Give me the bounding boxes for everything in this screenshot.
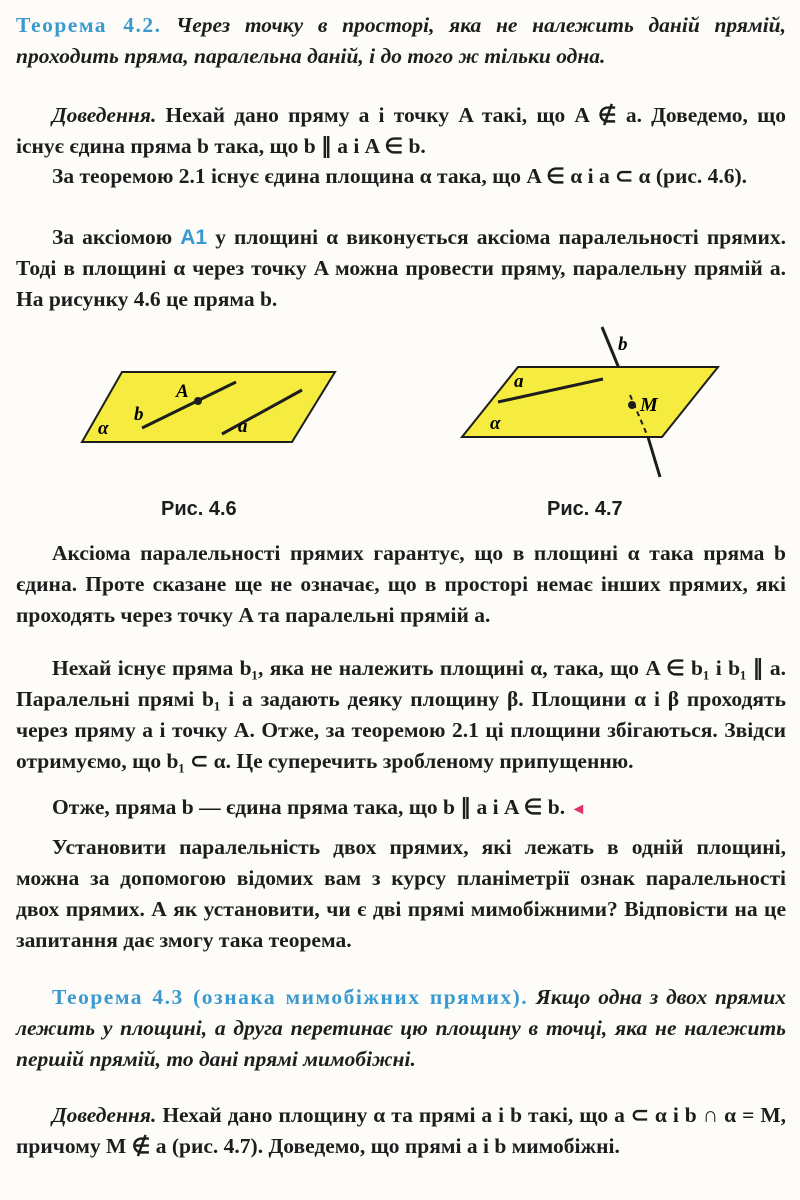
theorem-4-2 bbox=[16, 10, 786, 72]
label-a: a bbox=[514, 371, 524, 392]
theorem-statement: Через точку в просторі, яка не належить даній прямій, проходить пряма, паралельна даній, і до того ж тільки одна. bbox=[16, 13, 786, 68]
label-alpha: α bbox=[490, 413, 501, 434]
figure-4-7 bbox=[460, 325, 725, 485]
plane-alpha bbox=[82, 372, 335, 442]
proof-paragraph bbox=[16, 100, 786, 162]
figure-4-6-caption: Рис. 4.6 bbox=[161, 498, 237, 520]
axiom-text-after: у площині α виконується аксіома паралельності прямих. Тоді в площині α через точку A можна провести пряму, паралельну прямій a. На рисунку 4.6 це пряма b. bbox=[16, 225, 786, 311]
proof-lead: Доведення. bbox=[52, 103, 157, 127]
line-b-below bbox=[648, 437, 660, 477]
theorem-label: Теорема 4.3 (ознака мимобіжних прямих). bbox=[52, 985, 529, 1009]
conclusion-text: Отже, пряма b — єдина пряма така, що b ∥ a і A ∈ b. bbox=[52, 795, 566, 819]
proof-lead: Доведення. bbox=[52, 1103, 157, 1127]
proof-text: Нехай дано пряму a і точку A такі, що A ∉ a. Доведемо, що існує єдина пряма b така, що b ∥ a і A ∈ b. bbox=[16, 103, 787, 158]
axiom-paragraph bbox=[16, 222, 786, 315]
theorem-statement: Якщо одна з двох прямих лежить у площині, а друга перетинає цю площину в точці, яка не належить першій прямій, то дані прямі мимобіжні. bbox=[16, 985, 786, 1071]
theorem-4-3 bbox=[16, 982, 786, 1075]
label-b: b bbox=[618, 334, 628, 355]
proof-paragraph-2 bbox=[16, 1100, 786, 1162]
b1-paragraph: Нехай існує пряма b₁, яка не належить площині α, така, що A ∈ b₁ і b₁ ∥ a. Паралельні прямі b₁ і a задають деяку площину β. Площини α і β проходять через пряму a і точку A. Отже, за теоремою 2.1 ці площини збігаються. Звідси отримуємо, що b₁ ⊂ α. Це суперечить зробленому припущенню. bbox=[16, 656, 786, 773]
axiom-tag: A1 bbox=[180, 226, 208, 249]
skew-intro-paragraph: Установити паралельність двох прямих, які лежать в одній площині, можна за допомогою відомих вам з курсу планіметрії ознак паралельності двох прямих. А як установити, чи є дві прямі мимобіжними? Відповісти на це запитання дає змогу така теорема. bbox=[16, 835, 786, 952]
point-A bbox=[194, 397, 202, 405]
label-a: a bbox=[238, 416, 248, 437]
theorem-label: Теорема 4.2. bbox=[16, 13, 162, 37]
label-b: b bbox=[134, 404, 144, 425]
label-M: M bbox=[640, 394, 658, 416]
plane-paragraph: За теоремою 2.1 існує єдина площина α така, що A ∈ α і a ⊂ α (рис. 4.6). bbox=[52, 164, 748, 188]
label-alpha: α bbox=[98, 418, 109, 439]
proof-end-icon: ◄ bbox=[570, 801, 587, 818]
axiom-text-before: За аксіомою bbox=[52, 225, 173, 249]
point-M bbox=[628, 401, 636, 409]
proof-text: Нехай дано площину α та прямі a і b такі, що a ⊂ α і b ∩ α = M, причому M ∉ a (рис. 4.7). Доведемо, що прямі a і b мимобіжні. bbox=[16, 1103, 786, 1158]
figure-4-7-caption: Рис. 4.7 bbox=[547, 498, 623, 520]
conclusion-paragraph bbox=[16, 792, 786, 825]
figure-4-6 bbox=[80, 360, 340, 450]
label-A: A bbox=[176, 381, 189, 402]
uniqueness-paragraph: Аксіома паралельності прямих гарантує, що в площині α така пряма b єдина. Проте сказане ще не означає, що в просторі немає інших прямих, які проходять через точку A та паралельні прямій a. bbox=[16, 541, 786, 627]
